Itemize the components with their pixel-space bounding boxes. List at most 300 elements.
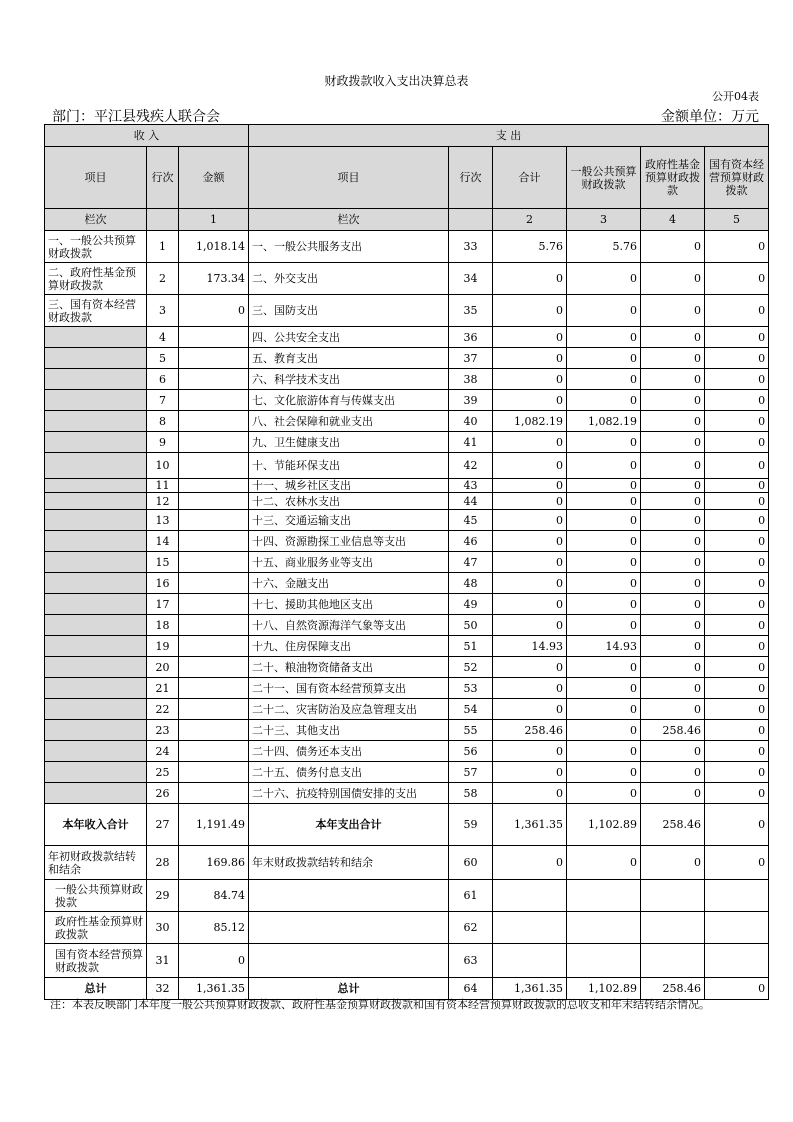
expense-item: 十七、援助其他地区支出 bbox=[249, 594, 449, 615]
expense-row-no: 48 bbox=[449, 573, 493, 594]
income-item bbox=[45, 552, 147, 573]
column-header-row bbox=[45, 147, 769, 209]
expense-gov-fund: 258.46 bbox=[641, 804, 705, 846]
expense-total: 1,082.19 bbox=[493, 411, 567, 432]
expense-total: 0 bbox=[493, 263, 567, 295]
table-row bbox=[45, 573, 769, 594]
income-row-no: 21 bbox=[147, 678, 179, 699]
grand-total-expense-label: 总计 bbox=[249, 978, 449, 1000]
income-amount bbox=[179, 348, 249, 369]
table-row bbox=[45, 390, 769, 411]
income-row-no: 2 bbox=[147, 263, 179, 295]
table-row bbox=[45, 348, 769, 369]
table-row bbox=[45, 783, 769, 804]
state-capital-header: 国有资本经营预算财政拨款 bbox=[705, 147, 769, 209]
income-section-header: 收 入 bbox=[45, 125, 249, 147]
table-row bbox=[45, 510, 769, 531]
income-amount bbox=[179, 573, 249, 594]
expense-row-no: 46 bbox=[449, 531, 493, 552]
expense-item: 十五、商业服务业等支出 bbox=[249, 552, 449, 573]
expense-state-capital: 0 bbox=[705, 263, 769, 295]
expense-gov-fund: 0 bbox=[641, 636, 705, 657]
expense-gov-fund: 0 bbox=[641, 479, 705, 493]
income-row-no: 13 bbox=[147, 510, 179, 531]
expense-total: 0 bbox=[493, 531, 567, 552]
expense-state-capital: 0 bbox=[705, 699, 769, 720]
income-row-no: 14 bbox=[147, 531, 179, 552]
gov-fund-header: 政府性基金预算财政拨款 bbox=[641, 147, 705, 209]
column-number: 5 bbox=[705, 209, 769, 231]
expense-gov-fund: 0 bbox=[641, 573, 705, 594]
expense-item: 十一、城乡社区支出 bbox=[249, 479, 449, 493]
income-item bbox=[45, 453, 147, 479]
expense-item: 九、卫生健康支出 bbox=[249, 432, 449, 453]
expense-state-capital: 0 bbox=[705, 390, 769, 411]
carry-over-row bbox=[45, 880, 769, 912]
income-row-no: 26 bbox=[147, 783, 179, 804]
expense-state-capital: 0 bbox=[705, 804, 769, 846]
expense-item: 一、一般公共服务支出 bbox=[249, 231, 449, 263]
expense-general: 0 bbox=[567, 493, 641, 510]
expense-general: 0 bbox=[567, 573, 641, 594]
expense-general: 1,082.19 bbox=[567, 411, 641, 432]
expense-general: 5.76 bbox=[567, 231, 641, 263]
page-title: 财政拨款收入支出决算总表 bbox=[324, 74, 469, 88]
income-amount bbox=[179, 453, 249, 479]
income-amount: 1,018.14 bbox=[179, 231, 249, 263]
expense-total bbox=[493, 880, 567, 912]
expense-total: 0 bbox=[493, 552, 567, 573]
expense-general: 0 bbox=[567, 699, 641, 720]
income-item bbox=[45, 510, 147, 531]
table-row bbox=[45, 432, 769, 453]
grand-total-income-label: 总计 bbox=[45, 978, 147, 1000]
income-row-no: 9 bbox=[147, 432, 179, 453]
expense-general bbox=[567, 944, 641, 978]
expense-total: 14.93 bbox=[493, 636, 567, 657]
expense-gov-fund: 0 bbox=[641, 657, 705, 678]
table-row bbox=[45, 741, 769, 762]
expense-general: 0 bbox=[567, 263, 641, 295]
expense-state-capital: 0 bbox=[705, 552, 769, 573]
year-income-total-label: 本年收入合计 bbox=[45, 804, 147, 846]
income-item bbox=[45, 432, 147, 453]
expense-row-no: 38 bbox=[449, 369, 493, 390]
expense-row-no: 57 bbox=[449, 762, 493, 783]
income-amount bbox=[179, 699, 249, 720]
expense-row-no: 41 bbox=[449, 432, 493, 453]
expense-gov-fund: 0 bbox=[641, 453, 705, 479]
income-item bbox=[45, 762, 147, 783]
income-amount bbox=[179, 411, 249, 432]
expense-row-no: 39 bbox=[449, 390, 493, 411]
expense-gov-fund: 258.46 bbox=[641, 978, 705, 1000]
income-amount: 0 bbox=[179, 295, 249, 327]
expense-gov-fund: 0 bbox=[641, 678, 705, 699]
income-row-no: 6 bbox=[147, 369, 179, 390]
expense-gov-fund bbox=[641, 944, 705, 978]
expense-general bbox=[567, 880, 641, 912]
expense-row-no: 62 bbox=[449, 912, 493, 944]
table-row bbox=[45, 295, 769, 327]
expense-state-capital: 0 bbox=[705, 411, 769, 432]
expense-general: 0 bbox=[567, 678, 641, 699]
income-item bbox=[45, 411, 147, 432]
table-row bbox=[45, 231, 769, 263]
expense-gov-fund: 0 bbox=[641, 783, 705, 804]
year-income-total-amount: 1,191.49 bbox=[179, 804, 249, 846]
income-amount: 173.34 bbox=[179, 263, 249, 295]
expense-state-capital: 0 bbox=[705, 657, 769, 678]
expense-state-capital: 0 bbox=[705, 510, 769, 531]
income-item bbox=[45, 348, 147, 369]
expense-row-no: 52 bbox=[449, 657, 493, 678]
expense-item: 二十三、其他支出 bbox=[249, 720, 449, 741]
expense-total: 0 bbox=[493, 479, 567, 493]
expense-general: 0 bbox=[567, 479, 641, 493]
expense-item: 五、教育支出 bbox=[249, 348, 449, 369]
expense-gov-fund: 0 bbox=[641, 594, 705, 615]
expense-row-no: 33 bbox=[449, 231, 493, 263]
expense-total: 0 bbox=[493, 699, 567, 720]
section-header-row bbox=[45, 125, 769, 147]
expense-item-header: 项目 bbox=[249, 147, 449, 209]
expense-gov-fund: 0 bbox=[641, 846, 705, 880]
expense-total: 0 bbox=[493, 510, 567, 531]
income-item bbox=[45, 615, 147, 636]
table-row bbox=[45, 762, 769, 783]
expense-item: 十九、住房保障支出 bbox=[249, 636, 449, 657]
carry-income-item: 一般公共预算财政拨款 bbox=[45, 880, 147, 912]
expense-total bbox=[493, 912, 567, 944]
income-row-no: 32 bbox=[147, 978, 179, 1000]
expense-state-capital: 0 bbox=[705, 432, 769, 453]
income-item bbox=[45, 390, 147, 411]
income-item bbox=[45, 720, 147, 741]
income-amount bbox=[179, 552, 249, 573]
expense-total: 0 bbox=[493, 594, 567, 615]
expense-state-capital: 0 bbox=[705, 479, 769, 493]
expense-general: 0 bbox=[567, 327, 641, 348]
expense-general: 0 bbox=[567, 846, 641, 880]
income-amount-header: 金额 bbox=[179, 147, 249, 209]
expense-item: 十三、交通运输支出 bbox=[249, 510, 449, 531]
expense-row-no: 61 bbox=[449, 880, 493, 912]
expense-state-capital: 0 bbox=[705, 846, 769, 880]
expense-general: 0 bbox=[567, 369, 641, 390]
expense-state-capital: 0 bbox=[705, 762, 769, 783]
department-label: 部门：平江县残疾人联合会 bbox=[52, 109, 220, 125]
income-item bbox=[45, 531, 147, 552]
income-amount bbox=[179, 741, 249, 762]
table-row bbox=[45, 411, 769, 432]
expense-state-capital: 0 bbox=[705, 678, 769, 699]
expense-row-no: 44 bbox=[449, 493, 493, 510]
expense-gov-fund: 0 bbox=[641, 762, 705, 783]
expense-section-header: 支 出 bbox=[249, 125, 769, 147]
income-amount: 84.74 bbox=[179, 880, 249, 912]
income-amount: 85.12 bbox=[179, 912, 249, 944]
expense-item: 六、科学技术支出 bbox=[249, 369, 449, 390]
income-row-no: 16 bbox=[147, 573, 179, 594]
expense-gov-fund: 0 bbox=[641, 231, 705, 263]
income-lanci-label: 栏次 bbox=[45, 209, 147, 231]
income-item bbox=[45, 783, 147, 804]
income-row-no: 20 bbox=[147, 657, 179, 678]
expense-row-no: 64 bbox=[449, 978, 493, 1000]
income-row-no: 7 bbox=[147, 390, 179, 411]
table-row bbox=[45, 657, 769, 678]
expense-state-capital bbox=[705, 912, 769, 944]
expense-gov-fund: 0 bbox=[641, 327, 705, 348]
general-budget-header: 一般公共预算财政拨款 bbox=[567, 147, 641, 209]
expense-state-capital: 0 bbox=[705, 615, 769, 636]
expense-gov-fund: 0 bbox=[641, 741, 705, 762]
expense-total: 5.76 bbox=[493, 231, 567, 263]
expense-general: 0 bbox=[567, 390, 641, 411]
income-row-no: 4 bbox=[147, 327, 179, 348]
expense-gov-fund bbox=[641, 880, 705, 912]
expense-gov-fund: 0 bbox=[641, 295, 705, 327]
income-item: 三、国有资本经营财政拨款 bbox=[45, 295, 147, 327]
expense-total: 0 bbox=[493, 762, 567, 783]
column-number-row bbox=[45, 209, 769, 231]
expense-general: 14.93 bbox=[567, 636, 641, 657]
income-item bbox=[45, 327, 147, 348]
income-amount bbox=[179, 678, 249, 699]
income-item bbox=[45, 594, 147, 615]
expense-item: 七、文化旅游体育与传媒支出 bbox=[249, 390, 449, 411]
income-amount bbox=[179, 720, 249, 741]
table-row bbox=[45, 552, 769, 573]
income-amount: 0 bbox=[179, 944, 249, 978]
income-item bbox=[45, 657, 147, 678]
carry-income-item: 年初财政拨款结转和结余 bbox=[45, 846, 147, 880]
expense-gov-fund: 0 bbox=[641, 552, 705, 573]
expense-state-capital bbox=[705, 944, 769, 978]
expense-gov-fund: 0 bbox=[641, 510, 705, 531]
expense-state-capital: 0 bbox=[705, 453, 769, 479]
income-amount bbox=[179, 479, 249, 493]
income-item-header: 项目 bbox=[45, 147, 147, 209]
expense-item: 十八、自然资源海洋气象等支出 bbox=[249, 615, 449, 636]
expense-total bbox=[493, 944, 567, 978]
expense-state-capital: 0 bbox=[705, 493, 769, 510]
income-row-no: 10 bbox=[147, 453, 179, 479]
income-amount bbox=[179, 636, 249, 657]
expense-total: 0 bbox=[493, 846, 567, 880]
expense-gov-fund bbox=[641, 912, 705, 944]
expense-total: 0 bbox=[493, 390, 567, 411]
income-row-no: 22 bbox=[147, 699, 179, 720]
expense-general: 0 bbox=[567, 720, 641, 741]
income-row-no: 27 bbox=[147, 804, 179, 846]
table-row bbox=[45, 720, 769, 741]
income-item bbox=[45, 369, 147, 390]
expense-general: 0 bbox=[567, 741, 641, 762]
table-row bbox=[45, 699, 769, 720]
income-row-no: 24 bbox=[147, 741, 179, 762]
carry-over-row bbox=[45, 912, 769, 944]
expense-state-capital: 0 bbox=[705, 573, 769, 594]
expense-row-no: 51 bbox=[449, 636, 493, 657]
carry-income-item: 国有资本经营预算财政拨款 bbox=[45, 944, 147, 978]
expense-state-capital: 0 bbox=[705, 327, 769, 348]
expense-item: 二十一、国有资本经营预算支出 bbox=[249, 678, 449, 699]
income-row-no: 23 bbox=[147, 720, 179, 741]
expense-state-capital bbox=[705, 880, 769, 912]
expense-gov-fund: 0 bbox=[641, 369, 705, 390]
expense-total: 0 bbox=[493, 741, 567, 762]
expense-item: 八、社会保障和就业支出 bbox=[249, 411, 449, 432]
expense-item: 二十、粮油物资储备支出 bbox=[249, 657, 449, 678]
column-number: 3 bbox=[567, 209, 641, 231]
income-item: 一、一般公共预算财政拨款 bbox=[45, 231, 147, 263]
empty-cell bbox=[147, 209, 179, 231]
amount-unit-label: 金额单位：万元 bbox=[661, 109, 759, 125]
expense-row-no: 40 bbox=[449, 411, 493, 432]
expense-row-no: 54 bbox=[449, 699, 493, 720]
expense-total: 0 bbox=[493, 295, 567, 327]
income-row-no-header: 行次 bbox=[147, 147, 179, 209]
expense-total: 0 bbox=[493, 493, 567, 510]
expense-state-capital: 0 bbox=[705, 531, 769, 552]
income-row-no: 3 bbox=[147, 295, 179, 327]
income-row-no: 11 bbox=[147, 479, 179, 493]
expense-row-no: 60 bbox=[449, 846, 493, 880]
expense-gov-fund: 258.46 bbox=[641, 720, 705, 741]
table-row bbox=[45, 615, 769, 636]
income-row-no: 29 bbox=[147, 880, 179, 912]
expense-total: 0 bbox=[493, 327, 567, 348]
income-row-no: 25 bbox=[147, 762, 179, 783]
expense-item: 十四、资源勘探工业信息等支出 bbox=[249, 531, 449, 552]
expense-gov-fund: 0 bbox=[641, 615, 705, 636]
expense-gov-fund: 0 bbox=[641, 263, 705, 295]
expense-item: 十、节能环保支出 bbox=[249, 453, 449, 479]
expense-gov-fund: 0 bbox=[641, 348, 705, 369]
expense-row-no: 63 bbox=[449, 944, 493, 978]
income-item bbox=[45, 678, 147, 699]
expense-general: 0 bbox=[567, 510, 641, 531]
income-amount bbox=[179, 783, 249, 804]
table-row bbox=[45, 594, 769, 615]
carry-over-row bbox=[45, 846, 769, 880]
income-amount bbox=[179, 510, 249, 531]
expense-total: 0 bbox=[493, 615, 567, 636]
total-header: 合计 bbox=[493, 147, 567, 209]
footnote: 注：本表反映部门本年度一般公共预算财政拨款、政府性基金预算财政拨款和国有资本经营预算财政拨款的总收支和年末结转结余情况。 bbox=[50, 998, 710, 1011]
expense-gov-fund: 0 bbox=[641, 531, 705, 552]
income-row-no: 5 bbox=[147, 348, 179, 369]
expense-total: 0 bbox=[493, 783, 567, 804]
expense-row-no: 53 bbox=[449, 678, 493, 699]
expense-row-no: 49 bbox=[449, 594, 493, 615]
expense-gov-fund: 0 bbox=[641, 390, 705, 411]
income-row-no: 31 bbox=[147, 944, 179, 978]
expense-total: 0 bbox=[493, 657, 567, 678]
expense-general: 1,102.89 bbox=[567, 804, 641, 846]
income-row-no: 18 bbox=[147, 615, 179, 636]
expense-state-capital: 0 bbox=[705, 295, 769, 327]
expense-total: 0 bbox=[493, 573, 567, 594]
column-number: 4 bbox=[641, 209, 705, 231]
expense-item bbox=[249, 880, 449, 912]
year-expense-total-label: 本年支出合计 bbox=[249, 804, 449, 846]
income-item bbox=[45, 493, 147, 510]
expense-total: 1,361.35 bbox=[493, 978, 567, 1000]
expense-total: 0 bbox=[493, 369, 567, 390]
expense-row-no: 45 bbox=[449, 510, 493, 531]
column-number: 1 bbox=[179, 209, 249, 231]
expense-general: 0 bbox=[567, 295, 641, 327]
expense-state-capital: 0 bbox=[705, 720, 769, 741]
expense-gov-fund: 0 bbox=[641, 432, 705, 453]
expense-item: 二十四、债务还本支出 bbox=[249, 741, 449, 762]
expense-general: 0 bbox=[567, 432, 641, 453]
expense-row-no: 42 bbox=[449, 453, 493, 479]
expense-total: 258.46 bbox=[493, 720, 567, 741]
expense-state-capital: 0 bbox=[705, 783, 769, 804]
expense-item bbox=[249, 912, 449, 944]
expense-state-capital: 0 bbox=[705, 594, 769, 615]
carry-income-item: 政府性基金预算财政拨款 bbox=[45, 912, 147, 944]
income-amount bbox=[179, 369, 249, 390]
form-number: 公开04表 bbox=[712, 90, 759, 103]
expense-item: 年末财政拨款结转和结余 bbox=[249, 846, 449, 880]
expense-item: 十六、金融支出 bbox=[249, 573, 449, 594]
expense-row-no: 59 bbox=[449, 804, 493, 846]
table-row bbox=[45, 453, 769, 479]
expense-state-capital: 0 bbox=[705, 978, 769, 1000]
income-amount bbox=[179, 762, 249, 783]
expense-general: 1,102.89 bbox=[567, 978, 641, 1000]
expense-row-no: 55 bbox=[449, 720, 493, 741]
income-item bbox=[45, 699, 147, 720]
income-row-no: 12 bbox=[147, 493, 179, 510]
expense-gov-fund: 0 bbox=[641, 699, 705, 720]
expense-state-capital: 0 bbox=[705, 636, 769, 657]
income-amount bbox=[179, 531, 249, 552]
expense-lanci-label: 栏次 bbox=[249, 209, 449, 231]
expense-row-no: 58 bbox=[449, 783, 493, 804]
income-row-no: 30 bbox=[147, 912, 179, 944]
table-row bbox=[45, 636, 769, 657]
expense-row-no: 50 bbox=[449, 615, 493, 636]
expense-total: 0 bbox=[493, 432, 567, 453]
expense-state-capital: 0 bbox=[705, 231, 769, 263]
expense-row-no: 34 bbox=[449, 263, 493, 295]
expense-general: 0 bbox=[567, 552, 641, 573]
income-item bbox=[45, 741, 147, 762]
expense-row-no-header: 行次 bbox=[449, 147, 493, 209]
expense-item: 二十二、灾害防治及应急管理支出 bbox=[249, 699, 449, 720]
income-item: 二、政府性基金预算财政拨款 bbox=[45, 263, 147, 295]
table-row bbox=[45, 493, 769, 510]
expense-row-no: 43 bbox=[449, 479, 493, 493]
expense-state-capital: 0 bbox=[705, 348, 769, 369]
budget-table bbox=[44, 124, 769, 1000]
income-item bbox=[45, 573, 147, 594]
expense-general: 0 bbox=[567, 762, 641, 783]
expense-item: 二十六、抗疫特别国债安排的支出 bbox=[249, 783, 449, 804]
table-row bbox=[45, 327, 769, 348]
expense-general: 0 bbox=[567, 783, 641, 804]
income-item bbox=[45, 479, 147, 493]
expense-general: 0 bbox=[567, 615, 641, 636]
expense-state-capital: 0 bbox=[705, 741, 769, 762]
income-amount bbox=[179, 615, 249, 636]
